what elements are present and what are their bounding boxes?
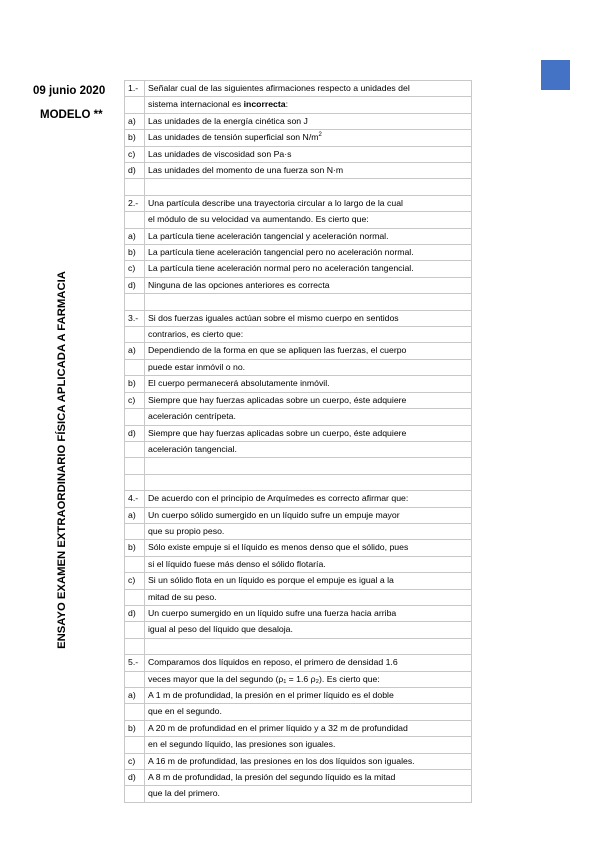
row-text-content: Las unidades de la energía cinética son J	[148, 115, 308, 126]
row-label	[125, 212, 145, 228]
row-text-content: Las unidades de tensión superficial son N/m	[148, 132, 319, 143]
row-label	[125, 671, 145, 687]
row-label	[125, 589, 145, 605]
row-text	[145, 622, 472, 638]
row-text	[145, 113, 472, 129]
blank-row	[125, 458, 472, 474]
blank-row	[125, 294, 472, 310]
row-text-content: Comparamos dos líquidos en reposo, el primero de densidad 1.6	[148, 657, 398, 668]
exam-model: MODELO **	[40, 109, 103, 121]
row-text	[145, 146, 472, 162]
table-row	[125, 212, 472, 228]
row-text	[145, 441, 472, 457]
row-text-content: sistema internacional es	[148, 99, 244, 110]
row-label	[125, 786, 145, 802]
row-label: b)	[125, 376, 145, 392]
row-text-content: veces mayor que la del segundo (ρ₁ = 1.6 ρ₂). Es cierto que:	[148, 673, 380, 684]
table-row	[125, 523, 472, 539]
row-text-content: Si dos fuerzas iguales actúan sobre el mismo cuerpo en sentidos	[148, 312, 399, 323]
row-text-content: puede estar inmóvil o no.	[148, 361, 246, 372]
row-text	[145, 720, 472, 736]
row-text-content: La partícula tiene aceleración tangencial pero no aceleración normal.	[148, 247, 414, 258]
row-text-content: A 16 m de profundidad, las presiones en los dos líquidos son iguales.	[148, 755, 415, 766]
table-row	[125, 589, 472, 605]
blank-row	[125, 638, 472, 654]
row-text-content: A 20 m de profundidad en el primer líquido y a 32 m de profundidad	[148, 722, 408, 733]
row-text	[145, 687, 472, 703]
row-text	[145, 376, 472, 392]
row-label: d)	[125, 605, 145, 621]
table-row	[125, 671, 472, 687]
row-text	[145, 163, 472, 179]
row-label: 3.-	[125, 310, 145, 326]
row-text	[145, 261, 472, 277]
row-label: 1.-	[125, 81, 145, 97]
row-text	[145, 97, 472, 113]
table-row	[125, 228, 472, 244]
table-row	[125, 687, 472, 703]
row-label: a)	[125, 228, 145, 244]
table-row	[125, 130, 472, 146]
row-text-content: Siempre que hay fuerzas aplicadas sobre un cuerpo, éste adquiere	[148, 394, 407, 405]
row-text	[145, 786, 472, 802]
table-row	[125, 605, 472, 621]
row-text-content: que en el segundo.	[148, 706, 222, 717]
table-row	[125, 376, 472, 392]
row-label: c)	[125, 573, 145, 589]
blank-row	[125, 474, 472, 490]
row-label: 4.-	[125, 491, 145, 507]
row-text-content: Un cuerpo sólido sumergido en un líquido sufre un empuje mayor	[148, 509, 400, 520]
table-row	[125, 113, 472, 129]
questions-table	[124, 80, 472, 803]
row-text	[145, 359, 472, 375]
row-label: a)	[125, 507, 145, 523]
row-text-content: Si un sólido flota en un líquido es porque el empuje es igual a la	[148, 575, 394, 586]
row-text	[145, 753, 472, 769]
row-text-content: si el líquido fuese más denso el sólido flotaría.	[148, 558, 326, 569]
row-text-content: contrarios, es cierto que:	[148, 329, 244, 340]
table-row	[125, 704, 472, 720]
row-text	[145, 655, 472, 671]
row-text	[145, 277, 472, 293]
row-label: c)	[125, 146, 145, 162]
table-row	[125, 425, 472, 441]
row-label	[125, 409, 145, 425]
table-row	[125, 261, 472, 277]
table-row	[125, 409, 472, 425]
row-label: b)	[125, 720, 145, 736]
row-label	[125, 523, 145, 539]
row-text	[145, 671, 472, 687]
row-text-content: aceleración tangencial.	[148, 443, 237, 454]
row-label: d)	[125, 769, 145, 785]
row-label: d)	[125, 425, 145, 441]
table-row	[125, 392, 472, 408]
side-title: ENSAYO EXAMEN EXTRAORDINARIO FÍSICA APLICADA A FARMACIA	[56, 271, 68, 649]
table-row	[125, 163, 472, 179]
table-row	[125, 737, 472, 753]
row-text	[145, 228, 472, 244]
row-text	[145, 556, 472, 572]
blank-row	[125, 179, 472, 195]
row-text	[145, 327, 472, 343]
table-row	[125, 310, 472, 326]
table-row	[125, 720, 472, 736]
row-text-content: Las unidades de viscosidad son Pa·s	[148, 148, 292, 159]
row-label	[125, 97, 145, 113]
row-text	[145, 769, 472, 785]
row-text-content: A 1 m de profundidad, la presión en el primer líquido es el doble	[148, 689, 394, 700]
row-label: a)	[125, 343, 145, 359]
row-text-content: A 8 m de profundidad, la presión del segundo líquido es la mitad	[148, 771, 396, 782]
row-text-content: que la del primero.	[148, 788, 220, 799]
row-text	[145, 245, 472, 261]
table-row	[125, 277, 472, 293]
row-text-content: Un cuerpo sumergido en un líquido sufre una fuerza hacia arriba	[148, 607, 397, 618]
table-row	[125, 195, 472, 211]
table-row	[125, 786, 472, 802]
row-label: c)	[125, 392, 145, 408]
table-row	[125, 540, 472, 556]
row-text-content: Una partícula describe una trayectoria circular a lo largo de la cual	[148, 197, 403, 208]
row-text	[145, 491, 472, 507]
row-text-content: La partícula tiene aceleración tangencial y aceleración normal.	[148, 230, 389, 241]
row-text	[145, 343, 472, 359]
row-text	[145, 195, 472, 211]
row-label	[125, 622, 145, 638]
row-label: c)	[125, 261, 145, 277]
row-text-content: Señalar cual de las siguientes afirmaciones respecto a unidades del	[148, 83, 410, 93]
table-row	[125, 491, 472, 507]
superscript: 2	[318, 132, 322, 139]
row-text	[145, 507, 472, 523]
questions-table-body	[125, 81, 472, 803]
row-label	[125, 359, 145, 375]
row-text-content: que su propio peso.	[148, 525, 225, 536]
table-row	[125, 769, 472, 785]
table-row	[125, 507, 472, 523]
exam-date: 09 junio 2020	[33, 85, 106, 97]
table-row	[125, 327, 472, 343]
row-label	[125, 704, 145, 720]
row-text	[145, 737, 472, 753]
row-label	[125, 327, 145, 343]
row-label: b)	[125, 245, 145, 261]
row-label: b)	[125, 130, 145, 146]
stem-emphasis: incorrecta	[243, 99, 286, 110]
row-label: b)	[125, 540, 145, 556]
row-label: a)	[125, 687, 145, 703]
row-text	[145, 704, 472, 720]
row-text	[145, 392, 472, 408]
row-text	[145, 540, 472, 556]
table-row	[125, 573, 472, 589]
row-text-content: Sólo existe empuje si el líquido es menos denso que el sólido, pues	[148, 542, 409, 553]
row-label	[125, 556, 145, 572]
table-row	[125, 655, 472, 671]
table-row	[125, 753, 472, 769]
table-row	[125, 343, 472, 359]
table-row	[125, 359, 472, 375]
row-text	[145, 130, 472, 146]
table-row	[125, 81, 472, 97]
row-label: c)	[125, 753, 145, 769]
row-text-content: en el segundo líquido, las presiones son iguales.	[148, 739, 336, 750]
row-text	[145, 573, 472, 589]
row-text-content: Ninguna de las opciones anteriores es correcta	[148, 279, 330, 290]
row-text	[145, 81, 472, 97]
row-text-content: El cuerpo permanecerá absolutamente inmóvil.	[148, 378, 330, 389]
row-text	[145, 605, 472, 621]
row-label	[125, 441, 145, 457]
table-row	[125, 97, 472, 113]
row-label: a)	[125, 113, 145, 129]
row-text	[145, 310, 472, 326]
stem-end: :	[285, 99, 289, 110]
row-label: d)	[125, 277, 145, 293]
row-label: 2.-	[125, 195, 145, 211]
row-text-content: mitad de su peso.	[148, 591, 217, 602]
table-row	[125, 622, 472, 638]
decorative-blue-square	[541, 60, 570, 90]
table-row	[125, 441, 472, 457]
row-text-content: La partícula tiene aceleración normal pero no aceleración tangencial.	[148, 263, 414, 274]
row-label	[125, 737, 145, 753]
row-text	[145, 425, 472, 441]
row-text-content: Las unidades del momento de una fuerza son N·m	[148, 165, 344, 176]
row-text	[145, 589, 472, 605]
row-text-content: Siempre que hay fuerzas aplicadas sobre un cuerpo, éste adquiere	[148, 427, 407, 438]
row-text	[145, 523, 472, 539]
row-label: d)	[125, 163, 145, 179]
row-text-content: Dependiendo de la forma en que se apliquen las fuerzas, el cuerpo	[148, 345, 407, 356]
row-text-content: De acuerdo con el principio de Arquímedes es correcto afirmar que:	[148, 493, 409, 504]
table-row	[125, 245, 472, 261]
row-label: 5.-	[125, 655, 145, 671]
row-text	[145, 212, 472, 228]
row-text-content: el módulo de su velocidad va aumentando. Es cierto que:	[148, 214, 369, 225]
row-text-content: aceleración centrípeta.	[148, 411, 236, 422]
table-row	[125, 556, 472, 572]
row-text-content: igual al peso del líquido que desaloja.	[148, 624, 293, 635]
table-row	[125, 146, 472, 162]
row-text	[145, 409, 472, 425]
